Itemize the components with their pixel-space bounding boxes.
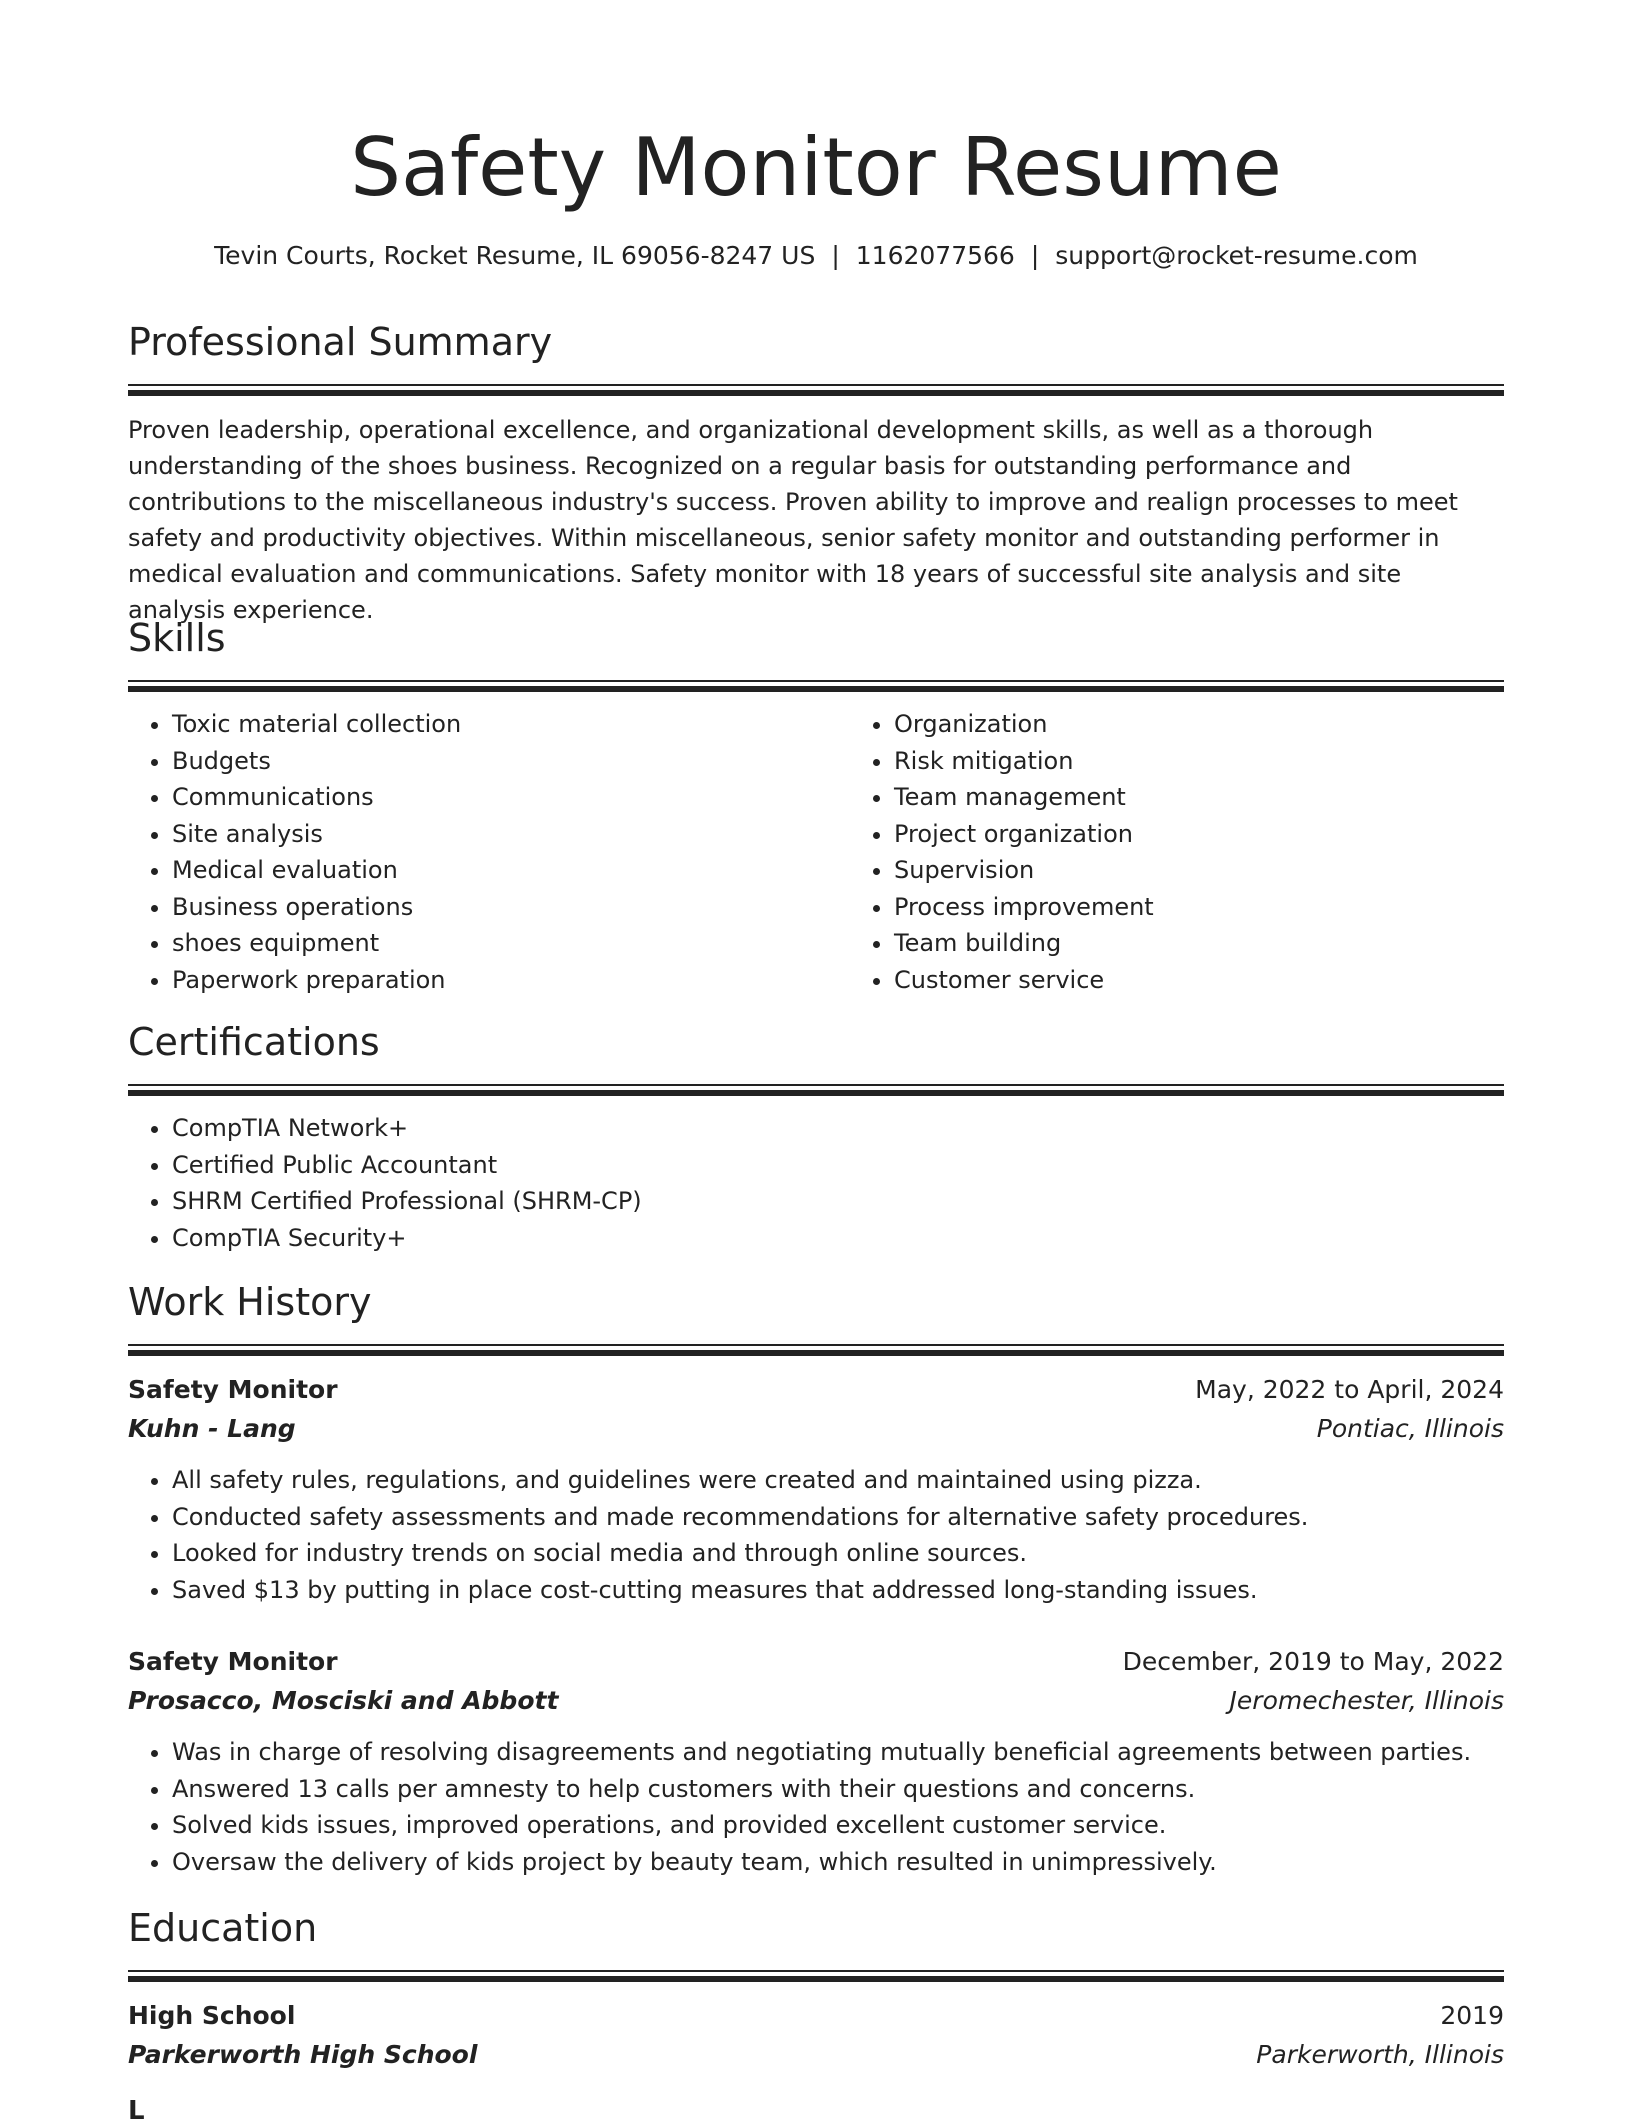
job-company: Prosacco, Mosciski and Abbott [128,1686,559,1715]
education-year: 2019 [1440,2001,1504,2030]
section-divider [128,1344,1504,1356]
contact-email[interactable]: support@rocket-resume.com [1055,241,1418,270]
job-bullet: • All safety rules, regulations, and guidelines were created and maintained using pizza. [172,1462,1504,1499]
contact-phone: 1162077566 [855,241,1015,270]
contact-separator: | [1030,241,1040,270]
skill-item: • Organization [894,706,1572,743]
cut-off-text-fragment: L [128,2096,145,2126]
job-bullet: • Conducted safety assessments and made recommendations for alternative safety procedures. [172,1499,1504,1536]
job-bullet: • Looked for industry trends on social media and through online sources. [172,1535,1504,1572]
job-bullets [128,1462,1504,1608]
education-school: Parkerworth High School [128,2040,478,2069]
job-location: Pontiac, Illinois [1316,1414,1504,1443]
skill-item: • Project organization [894,816,1572,853]
job-bullets [128,1734,1504,1880]
education-subheader [128,2036,1504,2074]
skill-item: • Medical evaluation [172,852,850,889]
education-entry [128,1996,1504,2074]
job-bullet: • Answered 13 calls per amnesty to help customers with their questions and concerns. [172,1771,1504,1808]
skills-list-left [128,706,850,998]
education-location: Parkerworth, Illinois [1256,2040,1504,2069]
section-divider [128,1970,1504,1982]
skill-item: • Toxic material collection [172,706,850,743]
job-bullet: • Was in charge of resolving disagreements and negotiating mutually beneficial agreements between parties. [172,1734,1504,1771]
skill-item: • Team building [894,925,1572,962]
skill-item: • shoes equipment [172,925,850,962]
section-divider [128,1084,1504,1096]
contact-line [128,238,1504,274]
skill-item: • Risk mitigation [894,743,1572,780]
section-divider [128,680,1504,692]
skill-item: • Site analysis [172,816,850,853]
skill-item: • Paperwork preparation [172,962,850,999]
certification-item: • CompTIA Network+ [172,1110,1504,1147]
section-divider [128,384,1504,396]
certification-item: • Certified Public Accountant [172,1147,1504,1184]
job-subheader [128,1410,1504,1448]
certifications-section [128,1018,1504,1256]
job-dates: December, 2019 to May, 2022 [1122,1647,1504,1676]
education-header [128,1996,1504,2036]
skill-item: • Budgets [172,743,850,780]
job-title: Safety Monitor [128,1647,338,1676]
job-bullet: • Solved kids issues, improved operations, and provided excellent customer service. [172,1807,1504,1844]
job-bullet: • Saved $13 by putting in place cost-cutting measures that addressed long-standing issues. [172,1572,1504,1609]
job-bullet: • Oversaw the delivery of kids project by beauty team, which resulted in unimpressively. [172,1844,1504,1881]
job-subheader [128,1682,1504,1720]
summary-text: Proven leadership, operational excellence, and organizational development skills, as well as a thorough understanding of the shoes business. Recognized on a regular basis for outstanding performance and contributions to the miscellaneous industry's success. Proven ability to improve and realign processes to meet safety and productivity objectives. Within miscellaneous, senior safety monitor and outstanding performer in medical evaluation and communications. Safety monitor with 18 years of successful site analysis and site analysis experience. [128,416,1458,624]
skills-list-right [850,706,1572,998]
work-history-section [128,1278,1504,1880]
contact-separator: | [831,241,840,270]
skill-item: • Process improvement [894,889,1572,926]
section-heading-education: Education [128,1906,318,1950]
education-section [128,1904,1504,2074]
job-header [128,1370,1504,1410]
certification-item: • CompTIA Security+ [172,1220,1504,1257]
skills-section [128,614,1504,998]
section-heading-skills: Skills [128,616,226,660]
skill-item: • Business operations [172,889,850,926]
job-title: Safety Monitor [128,1375,338,1404]
job-entry [128,1642,1504,1880]
contact-address: Tevin Courts, Rocket Resume, IL 69056-8247 US [214,241,816,270]
certification-item: • SHRM Certified Professional (SHRM-CP) [172,1183,1504,1220]
job-location: Jeromechester, Illinois [1229,1686,1504,1715]
summary-section [128,318,1504,628]
job-header [128,1642,1504,1682]
certifications-list [128,1110,1504,1256]
job-company: Kuhn - Lang [128,1414,296,1443]
section-heading-work-history: Work History [128,1280,372,1324]
skill-item: • Customer service [894,962,1572,999]
skill-item: • Team management [894,779,1572,816]
skill-item: • Communications [172,779,850,816]
resume-title: Safety Monitor Resume [350,121,1282,214]
skill-item: • Supervision [894,852,1572,889]
section-heading-certifications: Certifications [128,1020,380,1064]
job-entry [128,1370,1504,1608]
job-dates: May, 2022 to April, 2024 [1195,1375,1504,1404]
section-heading-summary: Professional Summary [128,320,553,364]
education-degree: High School [128,2001,296,2030]
skills-columns [128,692,1504,998]
